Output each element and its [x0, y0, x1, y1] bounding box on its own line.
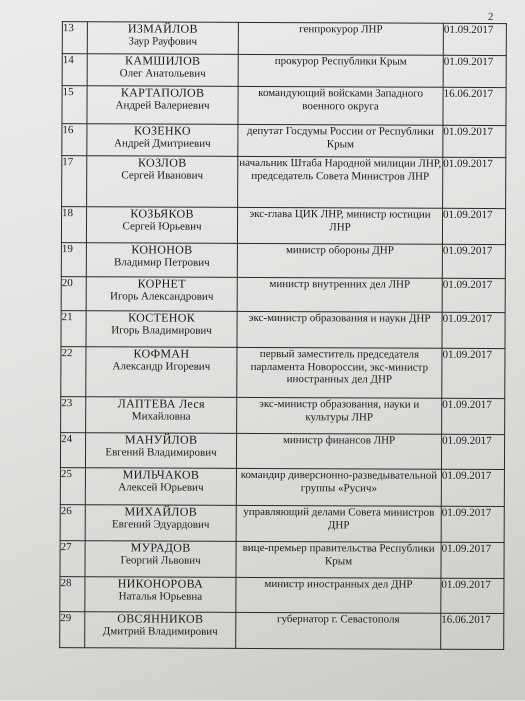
row-number: 13 — [62, 22, 87, 54]
date-cell: 16.06.2017 — [443, 87, 506, 125]
person-name-cell — [87, 156, 238, 208]
row-number: 14 — [62, 54, 87, 86]
person-name-cell — [87, 124, 238, 157]
person-name-cell — [85, 468, 236, 506]
given-names: Андрей Валериевич — [115, 99, 210, 112]
date-cell: 01.09.2017 — [441, 542, 504, 578]
surname: КОСТЕНОК — [128, 310, 196, 325]
table-row — [61, 347, 505, 399]
row-number: 29 — [60, 612, 85, 648]
date-cell: 16.06.2017 — [441, 613, 504, 649]
person-name-cell — [85, 577, 236, 613]
position-cell: командующий войсками Западного военного округа — [238, 86, 443, 125]
row-number: 25 — [60, 468, 85, 505]
position-cell: министр иностранных дел ДНР — [236, 577, 441, 613]
person-name-cell — [85, 433, 236, 469]
date-cell: 01.09.2017 — [441, 578, 504, 613]
surname: КОЗЬЯКОВ — [130, 206, 194, 221]
position-cell: управляющий делами Совета министров ДНР — [236, 505, 441, 542]
row-number: 16 — [62, 124, 87, 156]
position-cell: экс-министр образования, науки и культуры ЛНР — [237, 397, 442, 434]
position-cell: начальник Штаба Народной милиции ЛНР, председатель Совета Министров ЛНР — [238, 156, 443, 208]
position-cell: вице-премьер правительства Республики Крым — [236, 541, 441, 578]
surname: МАНУЙЛОВ — [124, 432, 198, 447]
date-cell: 01.09.2017 — [442, 312, 505, 348]
row-number: 22 — [61, 347, 86, 397]
page-number: 2 — [487, 10, 494, 24]
table-row — [62, 22, 506, 56]
date-cell: 01.09.2017 — [442, 244, 505, 278]
given-names: Александр Игоревич — [112, 360, 211, 373]
given-names: Георгий Львович — [120, 554, 201, 567]
surname: ОВСЯННИКОВ — [117, 611, 204, 626]
surname: КАМШИЛОВ — [125, 53, 201, 68]
row-number: 28 — [60, 577, 85, 612]
table-row — [60, 612, 504, 650]
surname: МУРАДОВ — [130, 540, 191, 555]
given-names: Сергей Юрьевич — [122, 220, 202, 233]
table-row — [61, 243, 505, 279]
surname: КОЗЛОВ — [138, 155, 187, 170]
date-cell: 01.09.2017 — [441, 506, 504, 542]
surname: МИХАЙЛОВ — [124, 504, 198, 519]
surname: КОЗЕНКО — [133, 123, 191, 138]
row-number: 20 — [61, 277, 86, 311]
date-cell: 01.09.2017 — [442, 278, 505, 312]
given-names: Дмитрий Владимирович — [102, 625, 218, 638]
position-cell: генпрокурор ЛНР — [238, 22, 443, 55]
given-names: Владимир Петрович — [113, 256, 210, 269]
surname: КОФМАН — [133, 346, 190, 361]
table-row — [60, 577, 504, 614]
position-cell: экс-глава ЦИК ЛНР, министр юстиции ЛНР — [237, 207, 442, 244]
given-names: Андрей Дмитриевич — [114, 137, 211, 150]
person-name-cell — [85, 505, 236, 542]
given-names: Олег Анатольевич — [119, 67, 206, 80]
table-row — [61, 207, 505, 245]
person-name-cell — [86, 243, 237, 278]
row-number: 27 — [60, 541, 85, 577]
position-cell: министр финансов ЛНР — [236, 433, 441, 469]
given-names: Евгений Владимирович — [105, 446, 217, 459]
table-row — [60, 541, 504, 579]
table-row — [61, 311, 505, 349]
date-cell: 01.09.2017 — [443, 157, 506, 208]
position-cell: министр обороны ДНР — [237, 243, 442, 278]
given-names: Сергей Иванович — [121, 169, 204, 182]
given-names: Михайловна — [131, 410, 191, 423]
row-number: 26 — [60, 505, 85, 541]
sanctions-table — [59, 21, 507, 650]
surname: КАРТАПОЛОВ — [120, 85, 205, 100]
table-row — [62, 86, 506, 126]
surname: КОНОНОВ — [131, 242, 193, 257]
surname: ИЗМАЙЛОВ — [127, 21, 198, 36]
given-names: Игорь Владимирович — [111, 324, 212, 337]
row-number: 24 — [60, 433, 85, 468]
surname: МИЛЬЧАКОВ — [122, 467, 200, 482]
date-cell: 01.09.2017 — [443, 55, 506, 87]
row-number: 21 — [61, 311, 86, 347]
person-name-cell — [87, 54, 238, 87]
row-number: 17 — [62, 156, 87, 207]
position-cell: губернатор г. Севастополя — [236, 612, 441, 649]
person-name-cell — [86, 397, 237, 434]
table-row — [60, 505, 504, 543]
row-number: 18 — [61, 207, 86, 243]
date-cell: 01.09.2017 — [442, 348, 505, 398]
person-name-cell — [86, 277, 237, 312]
position-cell: прокурор Республики Крым — [238, 54, 443, 87]
given-names: Заур Рауфович — [128, 35, 198, 48]
row-number: 15 — [62, 86, 87, 124]
person-name-cell — [85, 612, 236, 649]
table-row — [60, 468, 504, 507]
position-cell: первый заместитель председателя парламента Новороссии, экс-министр иностранных дел ДНР — [237, 347, 442, 398]
table-row — [60, 433, 504, 470]
surname: НИКОНОРОВА — [117, 576, 204, 591]
person-name-cell — [85, 541, 236, 578]
position-cell: командир диверсионно-разведывательной группы «Русич» — [236, 468, 441, 506]
position-cell: депутат Госдумы России от Республики Крым — [238, 124, 443, 157]
given-names: Наталья Юрьевна — [118, 590, 203, 603]
position-cell: экс-министр образования и науки ДНР — [237, 311, 442, 348]
table-row — [62, 124, 506, 158]
position-cell: министр внутренних дел ЛНР — [237, 277, 442, 312]
given-names: Евгений Эдуардович — [111, 518, 210, 531]
date-cell: 01.09.2017 — [441, 434, 504, 469]
row-number: 23 — [61, 397, 86, 433]
given-names: Алексей Юрьевич — [118, 481, 204, 494]
date-cell: 01.09.2017 — [442, 208, 505, 244]
person-name-cell — [86, 311, 237, 348]
person-name-cell — [86, 347, 237, 398]
surname: КОРНЕТ — [137, 276, 186, 291]
table-row — [62, 156, 506, 209]
date-cell: 01.09.2017 — [443, 125, 506, 157]
date-cell: 01.09.2017 — [441, 469, 504, 506]
given-names: Игорь Александрович — [110, 290, 214, 303]
date-cell: 01.09.2017 — [443, 23, 506, 55]
person-name-cell — [87, 86, 238, 125]
person-name-cell — [87, 22, 238, 55]
surname: ЛАПТЕВА Леся — [117, 396, 205, 411]
table-row — [61, 397, 505, 435]
table-row — [62, 54, 506, 88]
person-name-cell — [86, 207, 237, 244]
row-number: 19 — [61, 243, 86, 277]
table-row — [61, 277, 505, 313]
date-cell: 01.09.2017 — [442, 398, 505, 434]
